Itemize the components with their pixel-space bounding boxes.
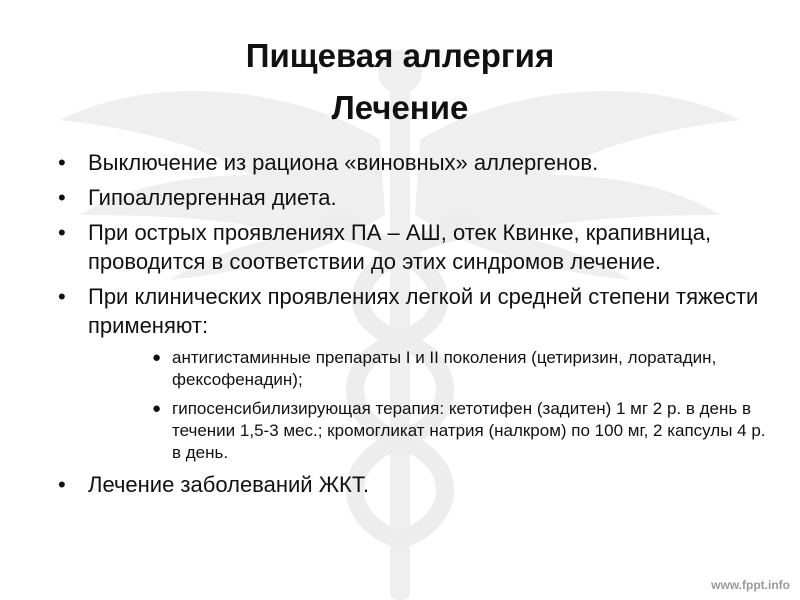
sub-bullet-text: гипосенсибилизирующая терапия: кетотифен (задитен) 1 мг 2 р. в день в течении 1,5-3 мес.; кромогликат натрия (налкром) по 100 мг, 2 капсулы 4 р. в день. [172, 399, 766, 462]
sub-bullet-item [152, 347, 778, 391]
bullet-marker: • [58, 472, 66, 497]
bullet-marker: • [58, 284, 66, 309]
slide-content [58, 148, 778, 505]
bullet-item [58, 470, 778, 499]
bullet-marker: • [58, 185, 66, 210]
bullet-marker: • [58, 150, 66, 175]
bullet-text: При клинических проявлениях легкой и средней степени тяжести применяют: [88, 284, 759, 338]
bullet-text: Выключение из рациона «виновных» аллергенов. [88, 150, 599, 175]
bullet-marker: • [58, 220, 66, 245]
bullet-text: Гипоаллергенная диета. [88, 185, 337, 210]
title-line-2: Лечение [331, 89, 469, 126]
title-line-1: Пищевая аллергия [245, 37, 555, 74]
bullet-text: При острых проявлениях ПА – АШ, отек Квинке, крапивница, проводится в соответствии до этих синдромов лечение. [88, 220, 712, 274]
bullet-text: Лечение заболеваний ЖКТ. [88, 472, 369, 497]
slide-title [0, 30, 800, 134]
bullet-item [58, 183, 778, 212]
bullet-item [58, 282, 778, 340]
sub-bullet-text: антигистаминные препараты I и II поколения (цетиризин, лоратадин, фексофенадин); [172, 348, 717, 389]
footer-url: www.fppt.info [711, 578, 790, 592]
sub-bullet-marker: ● [152, 400, 162, 417]
bullet-item [58, 148, 778, 177]
sub-bullet-item [152, 398, 778, 464]
sub-bullet-marker: ● [152, 349, 162, 366]
bullet-item [58, 218, 778, 276]
